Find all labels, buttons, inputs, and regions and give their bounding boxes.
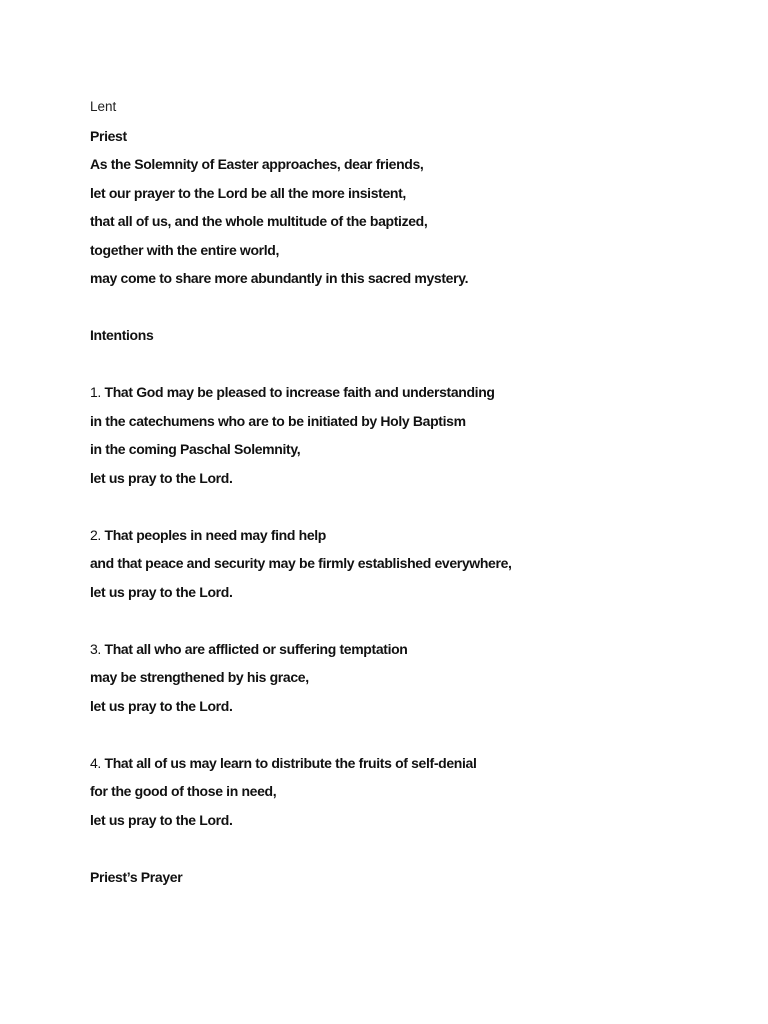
intention-line: in the catechumens who are to be initiated by Holy Baptism (90, 412, 466, 429)
intention-number: 4. (90, 754, 101, 771)
invitation-line: As the Solemnity of Easter approaches, dear friends, (90, 156, 424, 172)
intention-first-line (90, 521, 730, 550)
intention-number: 2. (90, 526, 101, 543)
intention-text: That peoples in need may find help (104, 526, 326, 543)
intention-number: 1. (90, 384, 101, 400)
intention-response: let us pray to the Lord. (90, 811, 233, 828)
intention-item (90, 521, 730, 607)
intention-number: 3. (90, 640, 101, 657)
document-page (90, 93, 730, 891)
intention-first-line (90, 635, 730, 664)
spacer (90, 606, 730, 635)
intention-first-line (90, 749, 730, 778)
priest-label: Priest (90, 127, 127, 144)
intention-line: for the good of those in need, (90, 783, 277, 799)
intention-item (90, 749, 730, 835)
spacer (90, 350, 730, 379)
spacer (90, 720, 730, 749)
invitation-line: together with the entire world, (90, 241, 280, 258)
priests-prayer-heading: Priest’s Prayer (90, 868, 183, 885)
spacer (90, 492, 730, 521)
document-header: Lent (90, 99, 117, 114)
intention-text: That all who are afflicted or suffering temptation (104, 640, 408, 657)
invitation-block (90, 150, 730, 293)
intention-response: let us pray to the Lord. (90, 697, 233, 714)
spacer (90, 834, 730, 863)
intention-item (90, 635, 730, 721)
intention-first-line (90, 378, 730, 407)
invitation-line: may come to share more abundantly in this sacred mystery. (90, 270, 469, 286)
intention-text: That all of us may learn to distribute the fruits of self-denial (104, 754, 477, 771)
invitation-line: that all of us, and the whole multitude of the baptized, (90, 213, 428, 229)
intention-line: may be strengthened by his grace, (90, 669, 309, 685)
intention-text: That God may be pleased to increase faith and understanding (104, 384, 495, 400)
invitation-line: let our prayer to the Lord be all the more insistent, (90, 184, 406, 201)
intentions-heading: Intentions (90, 327, 154, 343)
intention-response: let us pray to the Lord. (90, 583, 233, 600)
spacer (90, 293, 730, 322)
intention-response: let us pray to the Lord. (90, 469, 233, 486)
intention-line: in the coming Paschal Solemnity, (90, 441, 301, 457)
intention-item (90, 378, 730, 492)
intention-line: and that peace and security may be firmly established everywhere, (90, 555, 512, 571)
